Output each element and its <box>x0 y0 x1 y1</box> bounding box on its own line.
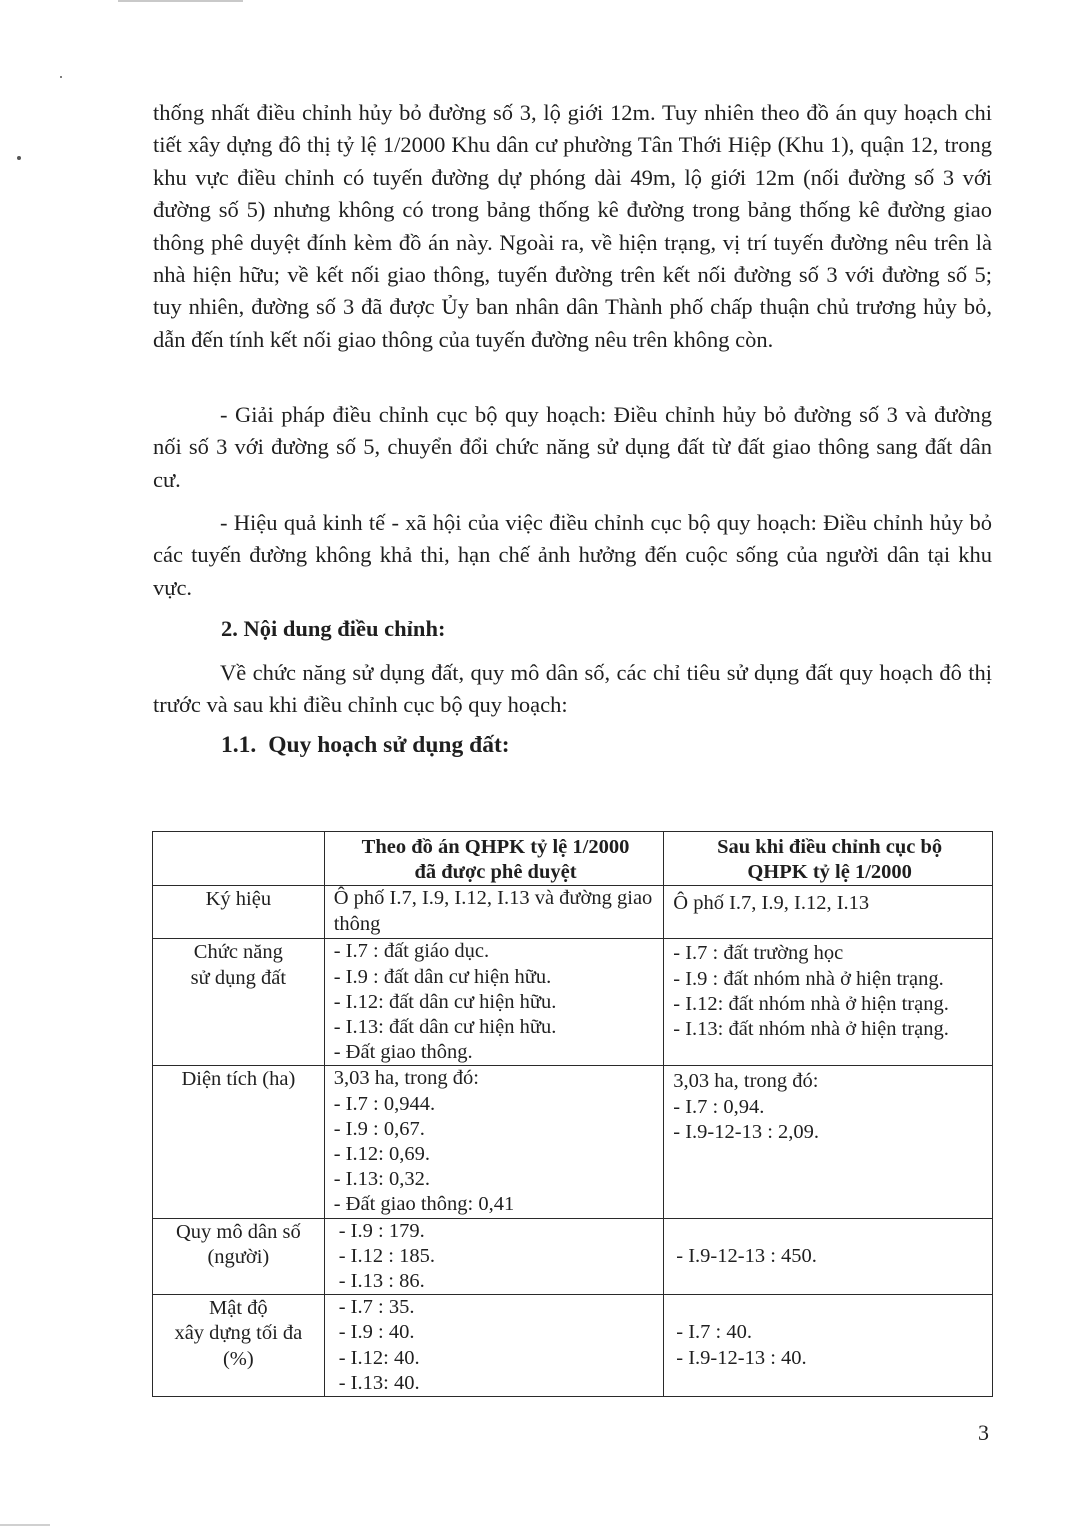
cell-line: - I.7 : 0,944. <box>333 1092 436 1115</box>
cell-line: - I.12: 0,69. <box>333 1143 430 1166</box>
label-line: (người) <box>207 1245 270 1268</box>
header-before-cell <box>324 832 664 886</box>
ky-hieu-after-cell: Ô phố I.7, I.9, I.12, I.13 <box>664 886 993 939</box>
header-after-line1: Sau khi điều chỉnh cục bộ <box>717 836 943 858</box>
scan-edge-line <box>118 0 243 2</box>
cell-line: - I.9 : 40. <box>338 1321 415 1344</box>
body-paragraph-2 <box>153 399 992 496</box>
header-before-line2: đã được phê duyệt <box>414 861 577 884</box>
row-label-dien-tich: Diện tích (ha) <box>153 1066 325 1218</box>
cell-line: 3,03 ha, trong đó: <box>673 1070 819 1093</box>
chuc-nang-before-cell <box>324 939 664 1066</box>
cell-line: - I.13: 0,32. <box>333 1168 430 1191</box>
cell-line: - I.9 : 0,67. <box>333 1117 425 1140</box>
body-paragraph-3 <box>153 507 992 604</box>
label-line: xây dựng tối đa <box>174 1322 303 1345</box>
cell-line: - I.13 : 86. <box>338 1270 425 1293</box>
page-number: 3 <box>978 1420 989 1445</box>
cell-line: 3,03 ha, trong đó: <box>333 1067 479 1090</box>
label-line: Chức năng <box>193 941 283 964</box>
dan-so-before-cell <box>324 1218 664 1295</box>
dan-so-after-cell: - I.9-12-13 : 450. <box>664 1218 993 1295</box>
paragraph-text: - Hiệu quả kinh tế - xã hội của việc điều chỉnh cục bộ quy hoạch: Điều chỉnh hủy bỏ các tuyến đường không khả thi, hạn chế ảnh hưởng đến cuộc sống của người dân tại khu vực. <box>153 510 992 600</box>
scan-speck <box>60 76 62 78</box>
section-heading-1-1 <box>221 732 510 759</box>
row-label-dan-so <box>153 1218 325 1295</box>
label-line: sử dụng đất <box>190 966 287 989</box>
cell-line: - I.9-12-13 : 2,09. <box>673 1120 820 1143</box>
table-header-row <box>153 832 993 886</box>
heading-text: Quy hoạch sử dụng đất: <box>268 732 510 758</box>
table-row <box>153 939 993 1066</box>
paragraph-text: Về chức năng sử dụng đất, quy mô dân số, các chỉ tiêu sử dụng đất quy hoạch đô thị trước và sau khi điều chỉnh cục bộ quy hoạch: <box>153 660 992 718</box>
cell-line: - I.12 : 185. <box>338 1244 435 1267</box>
cell-line: - I.7 : 0,94. <box>673 1095 765 1118</box>
body-paragraph-4 <box>153 657 992 722</box>
cell-line: - I.13: 40. <box>338 1371 420 1394</box>
row-label-chuc-nang <box>153 939 325 1066</box>
section-heading-2: 2. Nội dung điều chỉnh: <box>221 616 446 641</box>
label-line: Mật độ <box>209 1297 268 1320</box>
mat-do-before-cell <box>324 1295 664 1397</box>
dien-tich-before-cell <box>324 1066 664 1218</box>
row-label-ky-hieu: Ký hiệu <box>153 886 325 939</box>
cell-line: - I.9 : đất dân cư hiện hữu. <box>333 965 552 988</box>
cell-line: - I.9 : 179. <box>338 1219 425 1242</box>
header-empty-cell <box>153 832 325 886</box>
ky-hieu-before-cell: Ô phố I.7, I.9, I.12, I.13 và đường giao thông <box>324 886 664 939</box>
cell-line: - I.7 : 40. <box>676 1321 753 1344</box>
body-paragraph-1 <box>153 97 992 356</box>
row-label-mat-do <box>153 1295 325 1397</box>
cell-line: - I.13: đất dân cư hiện hữu. <box>333 1016 557 1039</box>
cell-line: - I.9-12-13 : 40. <box>676 1346 807 1369</box>
label-line: (%) <box>222 1347 254 1370</box>
cell-line: - I.9 : đất nhóm nhà ở hiện trạng. <box>673 967 944 990</box>
table-row <box>153 886 993 939</box>
header-before-line1: Theo đồ án QHPK tỷ lệ 1/2000 <box>361 836 630 858</box>
table-row <box>153 1295 993 1397</box>
paragraph-text: thống nhất điều chỉnh hủy bỏ đường số 3, lộ giới 12m. Tuy nhiên theo đồ án quy hoạch chi tiết xây dựng đô thị tỷ lệ 1/2000 Khu dân cư phường Tân Thới Hiệp (Khu 1), quận 12, trong khu vực điều chỉnh có tuyến đường dự phóng dài 49m, lộ giới 12m (nối đường số 3 với đường số 5) nhưng không có trong bảng thống kê đường trong bảng thống kê đường giao thông phê duyệt đính kèm đồ án này. Ngoài ra, về hiện trạng, vị trí tuyến đường nêu trên là nhà hiện hữu; về kết nối giao thông, tuyến đường trên kết nối đường số 3 với đường số 5; tuy nhiên, đường số 3 đã được Ủy ban nhân dân Thành phố chấp thuận chủ trương hủy bỏ, dẫn đến tính kết nối giao thông của tuyến đường nêu trên không còn. <box>153 100 992 352</box>
dien-tich-after-cell <box>664 1066 993 1218</box>
cell-line: - I.12: đất nhóm nhà ở hiện trạng. <box>673 992 949 1015</box>
heading-number: 1.1. <box>221 732 257 758</box>
cell-line: - Đất giao thông. <box>333 1041 473 1064</box>
paragraph-text: - Giải pháp điều chỉnh cục bộ quy hoạch: Điều chỉnh hủy bỏ đường số 3 và đường nối số 3 với đường số 5, chuyển đổi chức năng sử dụng đất từ đất giao thông sang đất dân cư. <box>153 402 992 492</box>
chuc-nang-after-cell <box>664 939 993 1066</box>
label-line: Quy mô dân số <box>176 1220 301 1243</box>
table-row <box>153 1066 993 1218</box>
cell-line: - Đất giao thông: 0,41 <box>333 1193 515 1216</box>
cell-line: - I.12: 40. <box>338 1346 420 1369</box>
cell-line: - I.7 : đất trường học <box>673 942 844 965</box>
header-after-cell <box>664 832 993 886</box>
land-use-planning-table <box>152 831 993 1397</box>
scan-edge-line <box>0 1524 50 1526</box>
cell-line: - I.7 : 35. <box>338 1296 415 1319</box>
cell-line: - I.12: đất dân cư hiện hữu. <box>333 990 557 1013</box>
mat-do-after-cell <box>664 1295 993 1397</box>
scan-speck <box>17 156 21 160</box>
header-after-line2: QHPK tỷ lệ 1/2000 <box>747 861 912 884</box>
cell-line: - I.7 : đất giáo dục. <box>333 940 490 963</box>
cell-line: - I.13: đất nhóm nhà ở hiện trạng. <box>673 1018 949 1041</box>
table-row <box>153 1218 993 1295</box>
